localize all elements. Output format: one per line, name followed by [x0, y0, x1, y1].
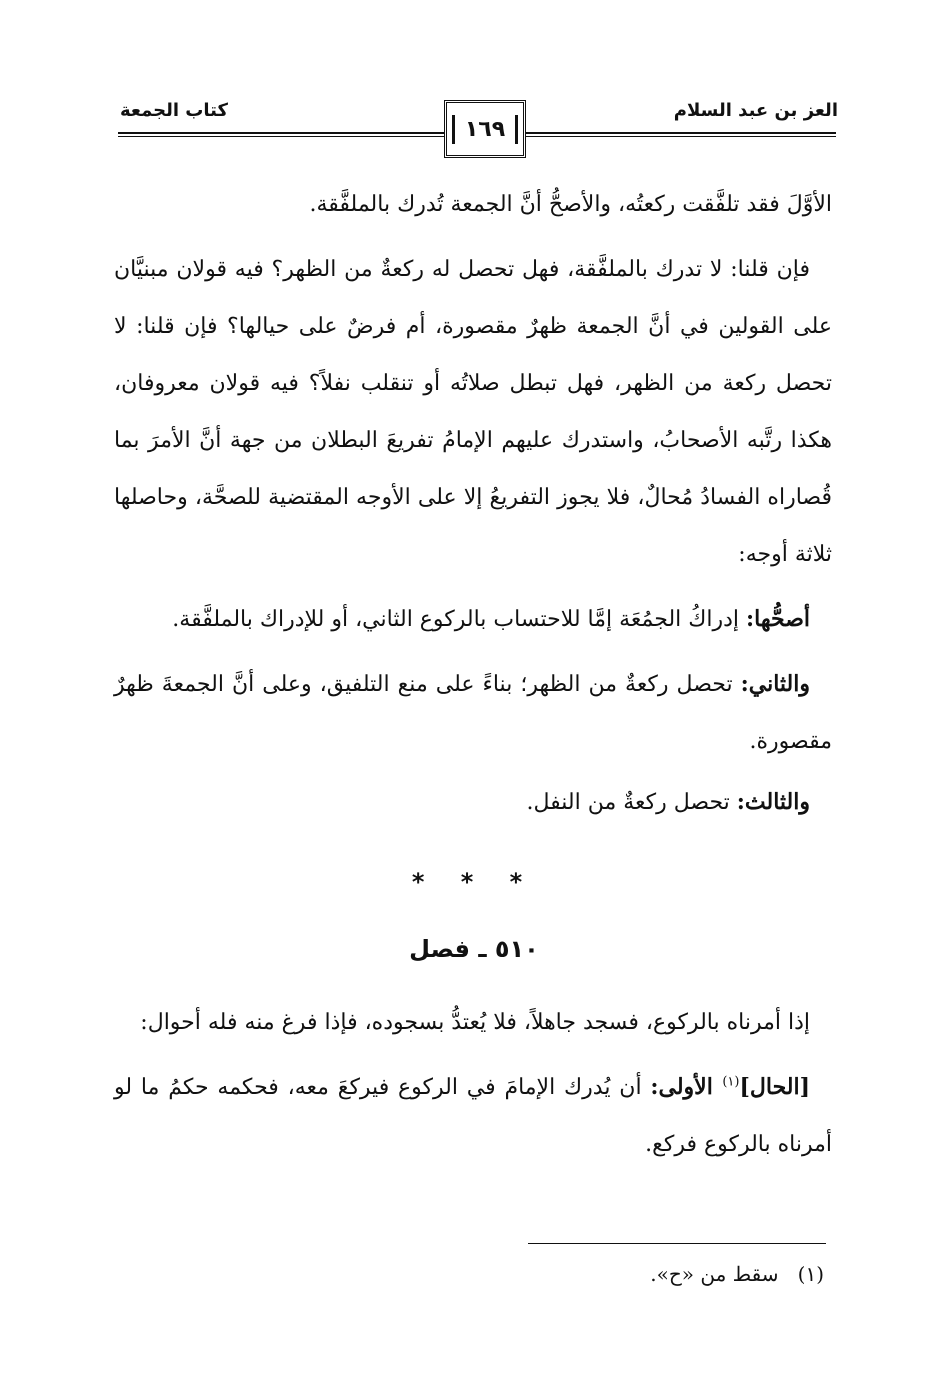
footnote-rule [528, 1243, 826, 1244]
footnote-number: (١) [797, 1262, 824, 1286]
page-number: ١٦٩ [452, 115, 518, 144]
footnote-text: سقط من «ح». [650, 1262, 779, 1286]
section-title: ٥١٠ ـ فصل [409, 935, 539, 963]
main-text-block [114, 176, 832, 831]
text-second: تحصل ركعةٌ من الظهر؛ بناءً على منع التلفيق، وعلى أنَّ الجمعةَ ظهرٌ مقصورة. [114, 672, 832, 754]
running-header-chapter: كتاب الجمعة [120, 100, 228, 121]
label-first-state: الأولى: [650, 1074, 723, 1100]
text-first-state: أن يُدرك الإمامَ في الركوع فيركعَ معه، فحكمه حكمُ ما لو أمرناه بالركوع فركع. [114, 1075, 832, 1157]
text-first: إدراكُ الجمُعَة إمَّا للاحتساب بالركوع الثاني، أو للإدراك بالملفَّقة. [172, 607, 747, 632]
text-third: تحصل ركعةٌ من النفل. [526, 790, 737, 815]
paragraph-two-opinions: فإن قلنا: لا تدرك بالملفَّقة، فهل تحصل له ركعةٌ من الظهر؟ فيه قولان مبنيَّان على القولين في أنَّ الجمعة ظهرٌ مقصورة، أم فرضٌ على حيالها؟ فإن قلنا: لا تحصل ركعة من الظهر، فهل تبطل صلاتُه أو تنقلب نفلاً؟ فيه قولان معروفان، هكذا رتَّبه الأصحابُ، واستدرك عليهم الإمامُ تفريعَ البطلان من جهة أنَّ الأمرَ بما قُصاراه الفسادُ مُحالٌ، فلا يجوز التفريعُ إلا على الأوجه المقتضية للصحَّة، وحاصلها ثلاثة أوجه: [114, 257, 832, 567]
paragraph-states: إذا أمرناه بالركوع، فسجد جاهلاً، فلا يُعتدُّ بسجوده، فإذا فرغ منه فله أحوال: [140, 1010, 810, 1035]
label-second: والثاني: [740, 671, 810, 697]
paragraph-first-state [114, 1059, 832, 1173]
label-third: والثالث: [736, 789, 810, 815]
section-separator: * * * [411, 868, 537, 896]
paragraph-third-view [114, 774, 832, 831]
page-number-frame [444, 100, 526, 158]
label-state: [الحال] [739, 1074, 810, 1100]
section-text-block [114, 994, 832, 1173]
footnote-ref: (١) [722, 1074, 740, 1090]
paragraph-continuation: الأوَّلَ فقد تلفَّقت ركعتُه، والأصحُّ أنَّ الجمعة تُدرك بالملفَّقة. [309, 192, 832, 217]
running-header-author: العز بن عبد السلام [673, 100, 838, 121]
paragraph-second-view [114, 656, 832, 770]
paragraph-first-view [114, 591, 832, 648]
footnote [650, 1262, 824, 1286]
label-first: أصحُّها: [746, 606, 810, 632]
